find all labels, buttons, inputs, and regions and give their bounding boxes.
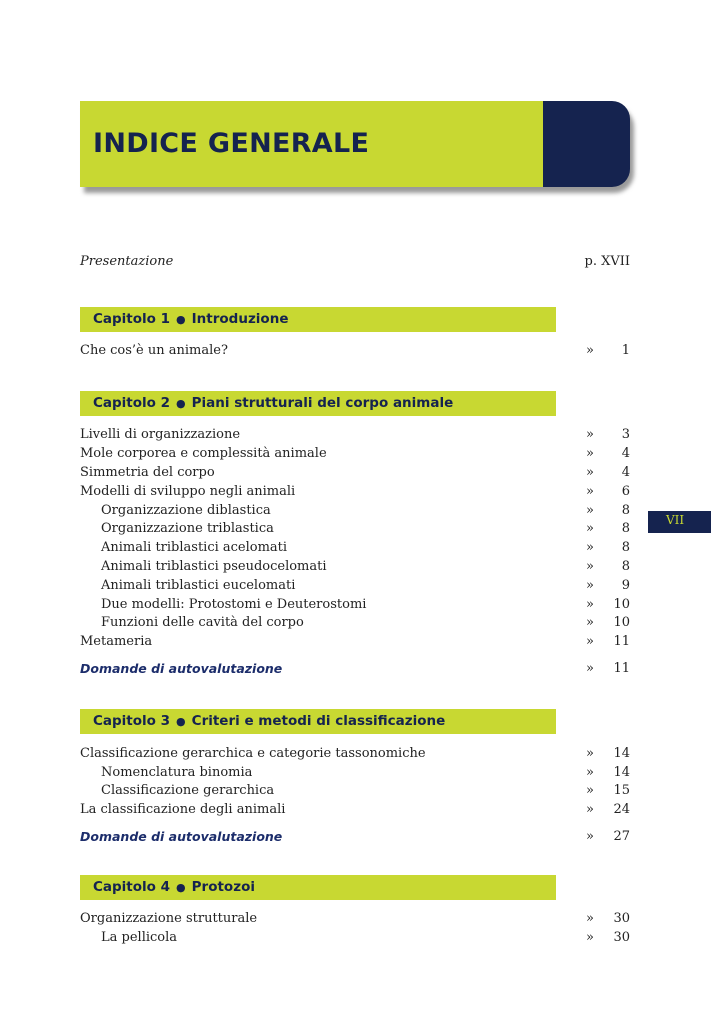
toc-entry-page: 4: [621, 446, 630, 461]
toc-entry-text: Animali triblastici pseudocelomati: [101, 559, 327, 574]
chapter-number: Capitolo 3: [93, 713, 171, 729]
toc-entry-page: 11: [613, 661, 630, 676]
toc-entry-mark: »: [586, 802, 594, 817]
toc-entry-page: 9: [621, 578, 630, 593]
toc-entry-mark: »: [586, 578, 594, 593]
toc-entry-text: Funzioni delle cavità del corpo: [101, 615, 304, 630]
toc-entry-page: 14: [613, 746, 630, 761]
toc-entry-text: Classificazione gerarchica: [101, 783, 275, 798]
toc-entry-text: La pellicola: [101, 930, 178, 945]
page-number: VII: [666, 513, 685, 527]
toc-entry-mark: »: [586, 746, 594, 761]
toc-entry-text: Animali triblastici acelomati: [101, 540, 288, 555]
toc-entry-mark: »: [586, 615, 594, 630]
toc-entry-page: 4: [621, 465, 630, 480]
toc-entry-text: Organizzazione triblastica: [101, 521, 274, 536]
toc-subentry[interactable]: [80, 763, 630, 783]
toc-entry-text: La classificazione degli animali: [80, 802, 286, 817]
toc-entry-self-assessment[interactable]: [80, 659, 630, 679]
toc-entry-text: Animali triblastici eucelomati: [101, 578, 296, 593]
toc-subentry[interactable]: [80, 519, 630, 539]
bullet-separator: ●: [176, 313, 186, 326]
toc-entry-mark: »: [586, 521, 594, 536]
toc-entry-page: 27: [613, 829, 630, 844]
chapter-heading-4[interactable]: [80, 875, 556, 900]
toc-entry-page: 15: [613, 783, 630, 798]
chapter-title: Piani strutturali del corpo animale: [191, 395, 454, 411]
toc-entry-mark: »: [586, 446, 594, 461]
toc-entry-mark: »: [586, 559, 594, 574]
toc-entry-mark: »: [586, 765, 594, 780]
toc-entry-page: 6: [621, 484, 630, 499]
chapter-number: Capitolo 4: [93, 879, 171, 895]
toc-entry-page: 8: [621, 540, 630, 555]
toc-entry[interactable]: [80, 482, 630, 502]
chapter-number: Capitolo 2: [93, 395, 171, 411]
toc-entry[interactable]: [80, 632, 630, 652]
toc-entry-page: 3: [621, 427, 630, 442]
toc-subentry[interactable]: [80, 781, 630, 801]
toc-entry-mark: »: [586, 634, 594, 649]
banner-navy-tab: [543, 101, 630, 187]
toc-entry-page: 8: [621, 559, 630, 574]
title-banner: [80, 101, 630, 187]
toc-entry-page: 10: [613, 615, 630, 630]
toc-entry-mark: »: [586, 930, 594, 945]
toc-entry-mark: »: [586, 911, 594, 926]
toc-entry-text: Organizzazione strutturale: [80, 911, 258, 926]
toc-entry-text: Classificazione gerarchica e categorie tassonomiche: [80, 746, 426, 761]
chapter-title: Introduzione: [191, 311, 289, 327]
toc-subentry[interactable]: [80, 613, 630, 633]
toc-entry-mark: »: [586, 540, 594, 555]
toc-entry-page: 14: [613, 765, 630, 780]
toc-subentry[interactable]: [80, 501, 630, 521]
toc-entry-page: 30: [613, 930, 630, 945]
bullet-separator: ●: [176, 397, 186, 410]
toc-entry[interactable]: [80, 341, 630, 361]
toc-entry-mark: »: [586, 343, 594, 358]
toc-entry-mark: »: [586, 427, 594, 442]
toc-entry[interactable]: [80, 744, 630, 764]
toc-entry-text: Organizzazione diblastica: [101, 503, 271, 518]
toc-subentry[interactable]: [80, 557, 630, 577]
toc-subentry[interactable]: [80, 928, 630, 948]
chapter-heading-1[interactable]: [80, 307, 556, 332]
toc-entry-text: Due modelli: Protostomi e Deuterostomi: [101, 597, 367, 612]
toc-entry-mark: »: [586, 484, 594, 499]
toc-subentry[interactable]: [80, 538, 630, 558]
toc-entry-text: Modelli di sviluppo negli animali: [80, 484, 296, 499]
page-number-tab: [648, 511, 711, 533]
toc-entry-text: Domande di autovalutazione: [80, 661, 283, 676]
toc-entry-text: Metameria: [80, 634, 153, 649]
toc-entry[interactable]: [80, 425, 630, 445]
toc-entry-page: 1: [621, 343, 630, 358]
toc-entry-mark: »: [586, 465, 594, 480]
bullet-separator: ●: [176, 715, 186, 728]
toc-entry-mark: »: [586, 597, 594, 612]
toc-entry[interactable]: [80, 909, 630, 929]
toc-entry-mark: »: [586, 829, 594, 844]
toc-entry-page: 8: [621, 503, 630, 518]
toc-entry[interactable]: [80, 800, 630, 820]
toc-entry-page: p. XVII: [584, 254, 630, 269]
toc-entry-page: 10: [613, 597, 630, 612]
toc-entry-presentation[interactable]: [80, 252, 630, 272]
toc-entry-text: Domande di autovalutazione: [80, 829, 283, 844]
chapter-heading-3[interactable]: [80, 709, 556, 734]
toc-entry-page: 8: [621, 521, 630, 536]
chapter-title: Protozoi: [191, 879, 255, 895]
chapter-heading-2[interactable]: [80, 391, 556, 416]
page-title: INDICE GENERALE: [93, 128, 370, 159]
toc-entry[interactable]: [80, 463, 630, 483]
chapter-number: Capitolo 1: [93, 311, 171, 327]
toc-entry-mark: »: [586, 783, 594, 798]
toc-entry-mark: »: [586, 503, 594, 518]
toc-entry-text: Livelli di organizzazione: [80, 427, 241, 442]
toc-entry[interactable]: [80, 444, 630, 464]
toc-entry-mark: »: [586, 661, 594, 676]
toc-subentry[interactable]: [80, 595, 630, 615]
toc-entry-self-assessment[interactable]: [80, 827, 630, 847]
toc-entry-text: Che cos’è un animale?: [80, 343, 228, 358]
toc-subentry[interactable]: [80, 576, 630, 596]
toc-entry-text: Nomenclatura binomia: [101, 765, 253, 780]
bullet-separator: ●: [176, 881, 186, 894]
toc-entry-page: 11: [613, 634, 630, 649]
toc-entry-text: Presentazione: [80, 254, 174, 269]
chapter-title: Criteri e metodi di classificazione: [191, 713, 446, 729]
toc-entry-text: Simmetria del corpo: [80, 465, 215, 480]
toc-entry-text: Mole corporea e complessità animale: [80, 446, 327, 461]
toc-entry-page: 30: [613, 911, 630, 926]
toc-entry-page: 24: [613, 802, 630, 817]
